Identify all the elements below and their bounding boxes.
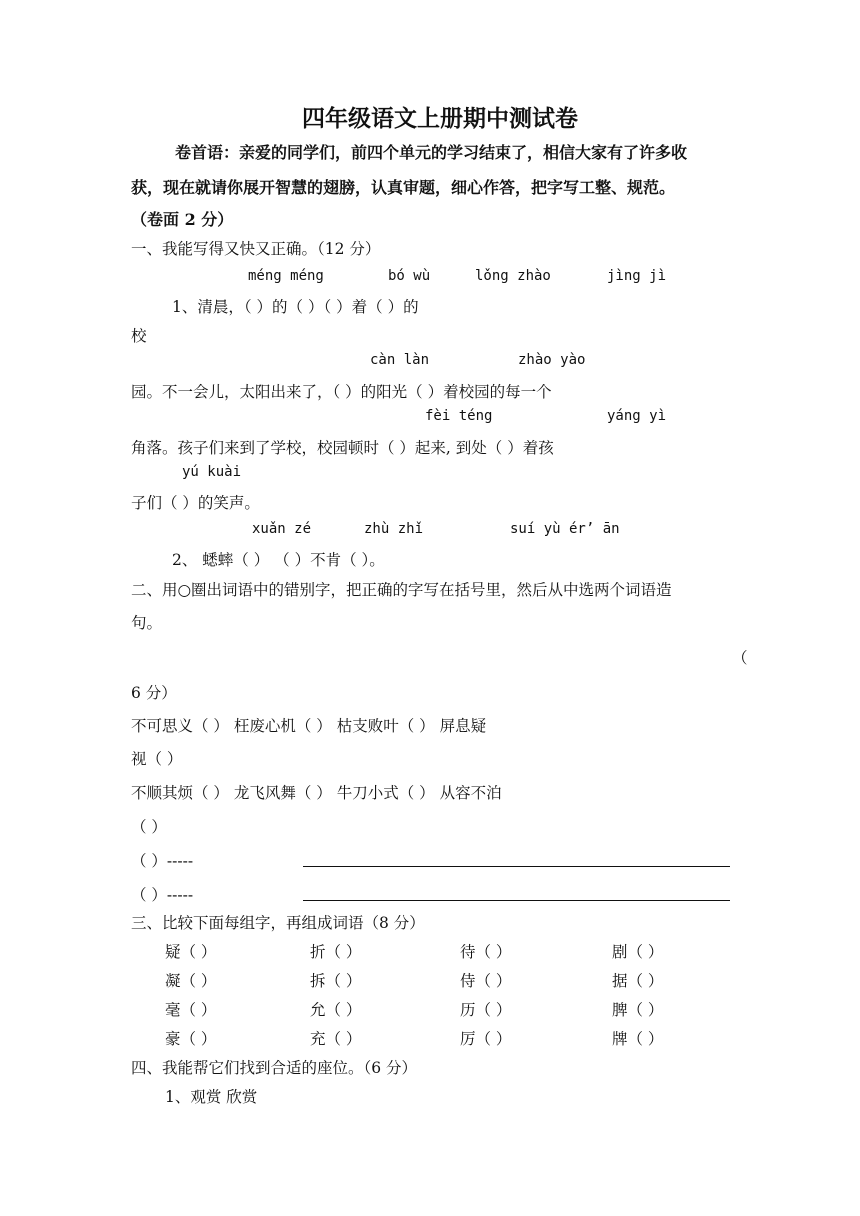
question-1-line-2: 校 (131, 327, 147, 345)
sentence-answer-line-1[interactable] (303, 866, 730, 867)
char-group-item: 豪（ ） (165, 1030, 217, 1048)
char-group-item: 凝（ ） (165, 972, 217, 990)
pinyin: càn làn (370, 352, 430, 368)
pinyin: suí yù ér’ ān (510, 521, 620, 537)
pinyin: bó wù (388, 268, 431, 284)
pinyin: méng méng (248, 268, 324, 284)
page-title: 四年级语文上册期中测试卷 (302, 105, 578, 132)
char-group-item: 拆（ ） (310, 972, 362, 990)
char-group-item: 侍（ ） (460, 972, 512, 990)
section-2-heading: 二、用○圈出词语中的错别字，把正确的字写在括号里，然后从中选两个词语造 (131, 581, 672, 599)
char-group-item: 允（ ） (310, 1001, 362, 1019)
pinyin: yáng yì (607, 408, 667, 424)
char-group-item: 折（ ） (310, 943, 362, 961)
word-row-1-cont: 视（ ） (131, 750, 183, 768)
sentence-answer-line-2[interactable] (303, 900, 730, 901)
word-row-2: 不顺其烦（ ） 龙飞风舞（ ） 牛刀小式（ ） 从容不泊 (131, 784, 502, 802)
preface-line-3: （卷面 2 分） (131, 210, 234, 229)
pinyin: zhù zhǐ (364, 521, 424, 537)
section-4-question-1: 1、观赏 欣赏 (165, 1088, 258, 1106)
char-group-item: 牌（ ） (612, 1030, 664, 1048)
char-group-item: 待（ ） (460, 943, 512, 961)
char-group-item: 脾（ ） (612, 1001, 664, 1019)
section-4-heading: 四、我能帮它们找到合适的座位。（6 分） (131, 1059, 418, 1077)
preface-line-2: 获，现在就请你展开智慧的翅膀，认真审题，细心作答，把字写工整、规范。 (131, 178, 676, 197)
char-group-item: 厉（ ） (460, 1030, 512, 1048)
pinyin: fèi téng (425, 408, 493, 424)
sentence-label-2: （ ）----- (131, 886, 194, 904)
preface-line-1: 卷首语：亲爱的同学们，前四个单元的学习结束了，相信大家有了许多收 (175, 143, 688, 162)
char-group-item: 毫（ ） (165, 1001, 217, 1019)
section-2-heading-cont: 句。 (131, 614, 163, 632)
word-row-1: 不可思义（ ） 枉废心机（ ） 枯支败叶（ ） 屏息疑 (131, 717, 487, 735)
pinyin: yú kuài (182, 464, 242, 480)
char-group-item: 历（ ） (460, 1001, 512, 1019)
char-group-item: 疑（ ） (165, 943, 217, 961)
question-1-line-1: 1、清晨，（ ）的（ ）（ ）着（ ）的 (172, 298, 419, 316)
pinyin: zhào yào (518, 352, 586, 368)
char-group-item: 据（ ） (612, 972, 664, 990)
pinyin: jìng jì (607, 268, 667, 284)
sentence-label-1: （ ）----- (131, 852, 194, 870)
pinyin: xuǎn zé (252, 521, 312, 537)
char-group-item: 剧（ ） (612, 943, 664, 961)
question-1-line-3: 园。不一会儿，太阳出来了，（ ）的阳光（ ）着校园的每一个 (131, 383, 552, 401)
question-1-line-5: 子们（ ）的笑声。 (131, 494, 260, 512)
char-group-item: 充（ ） (310, 1030, 362, 1048)
section-3-heading: 三、比较下面每组字，再组成词语（8 分） (131, 914, 425, 932)
question-2-line: 2、 蟋蟀（ ） （ ）不肯（ ）。 (172, 551, 385, 569)
section-2-score: 6 分） (131, 684, 177, 702)
section-1-heading: 一、我能写得又快又正确。（12 分） (131, 240, 381, 258)
section-2-score-open: （ (732, 649, 748, 667)
question-1-line-4: 角落。孩子们来到了学校，校园顿时（ ）起来, 到处（ ）着孩 (131, 439, 554, 457)
word-row-2-cont: （ ） (131, 818, 167, 836)
pinyin: lǒng zhào (475, 268, 551, 284)
